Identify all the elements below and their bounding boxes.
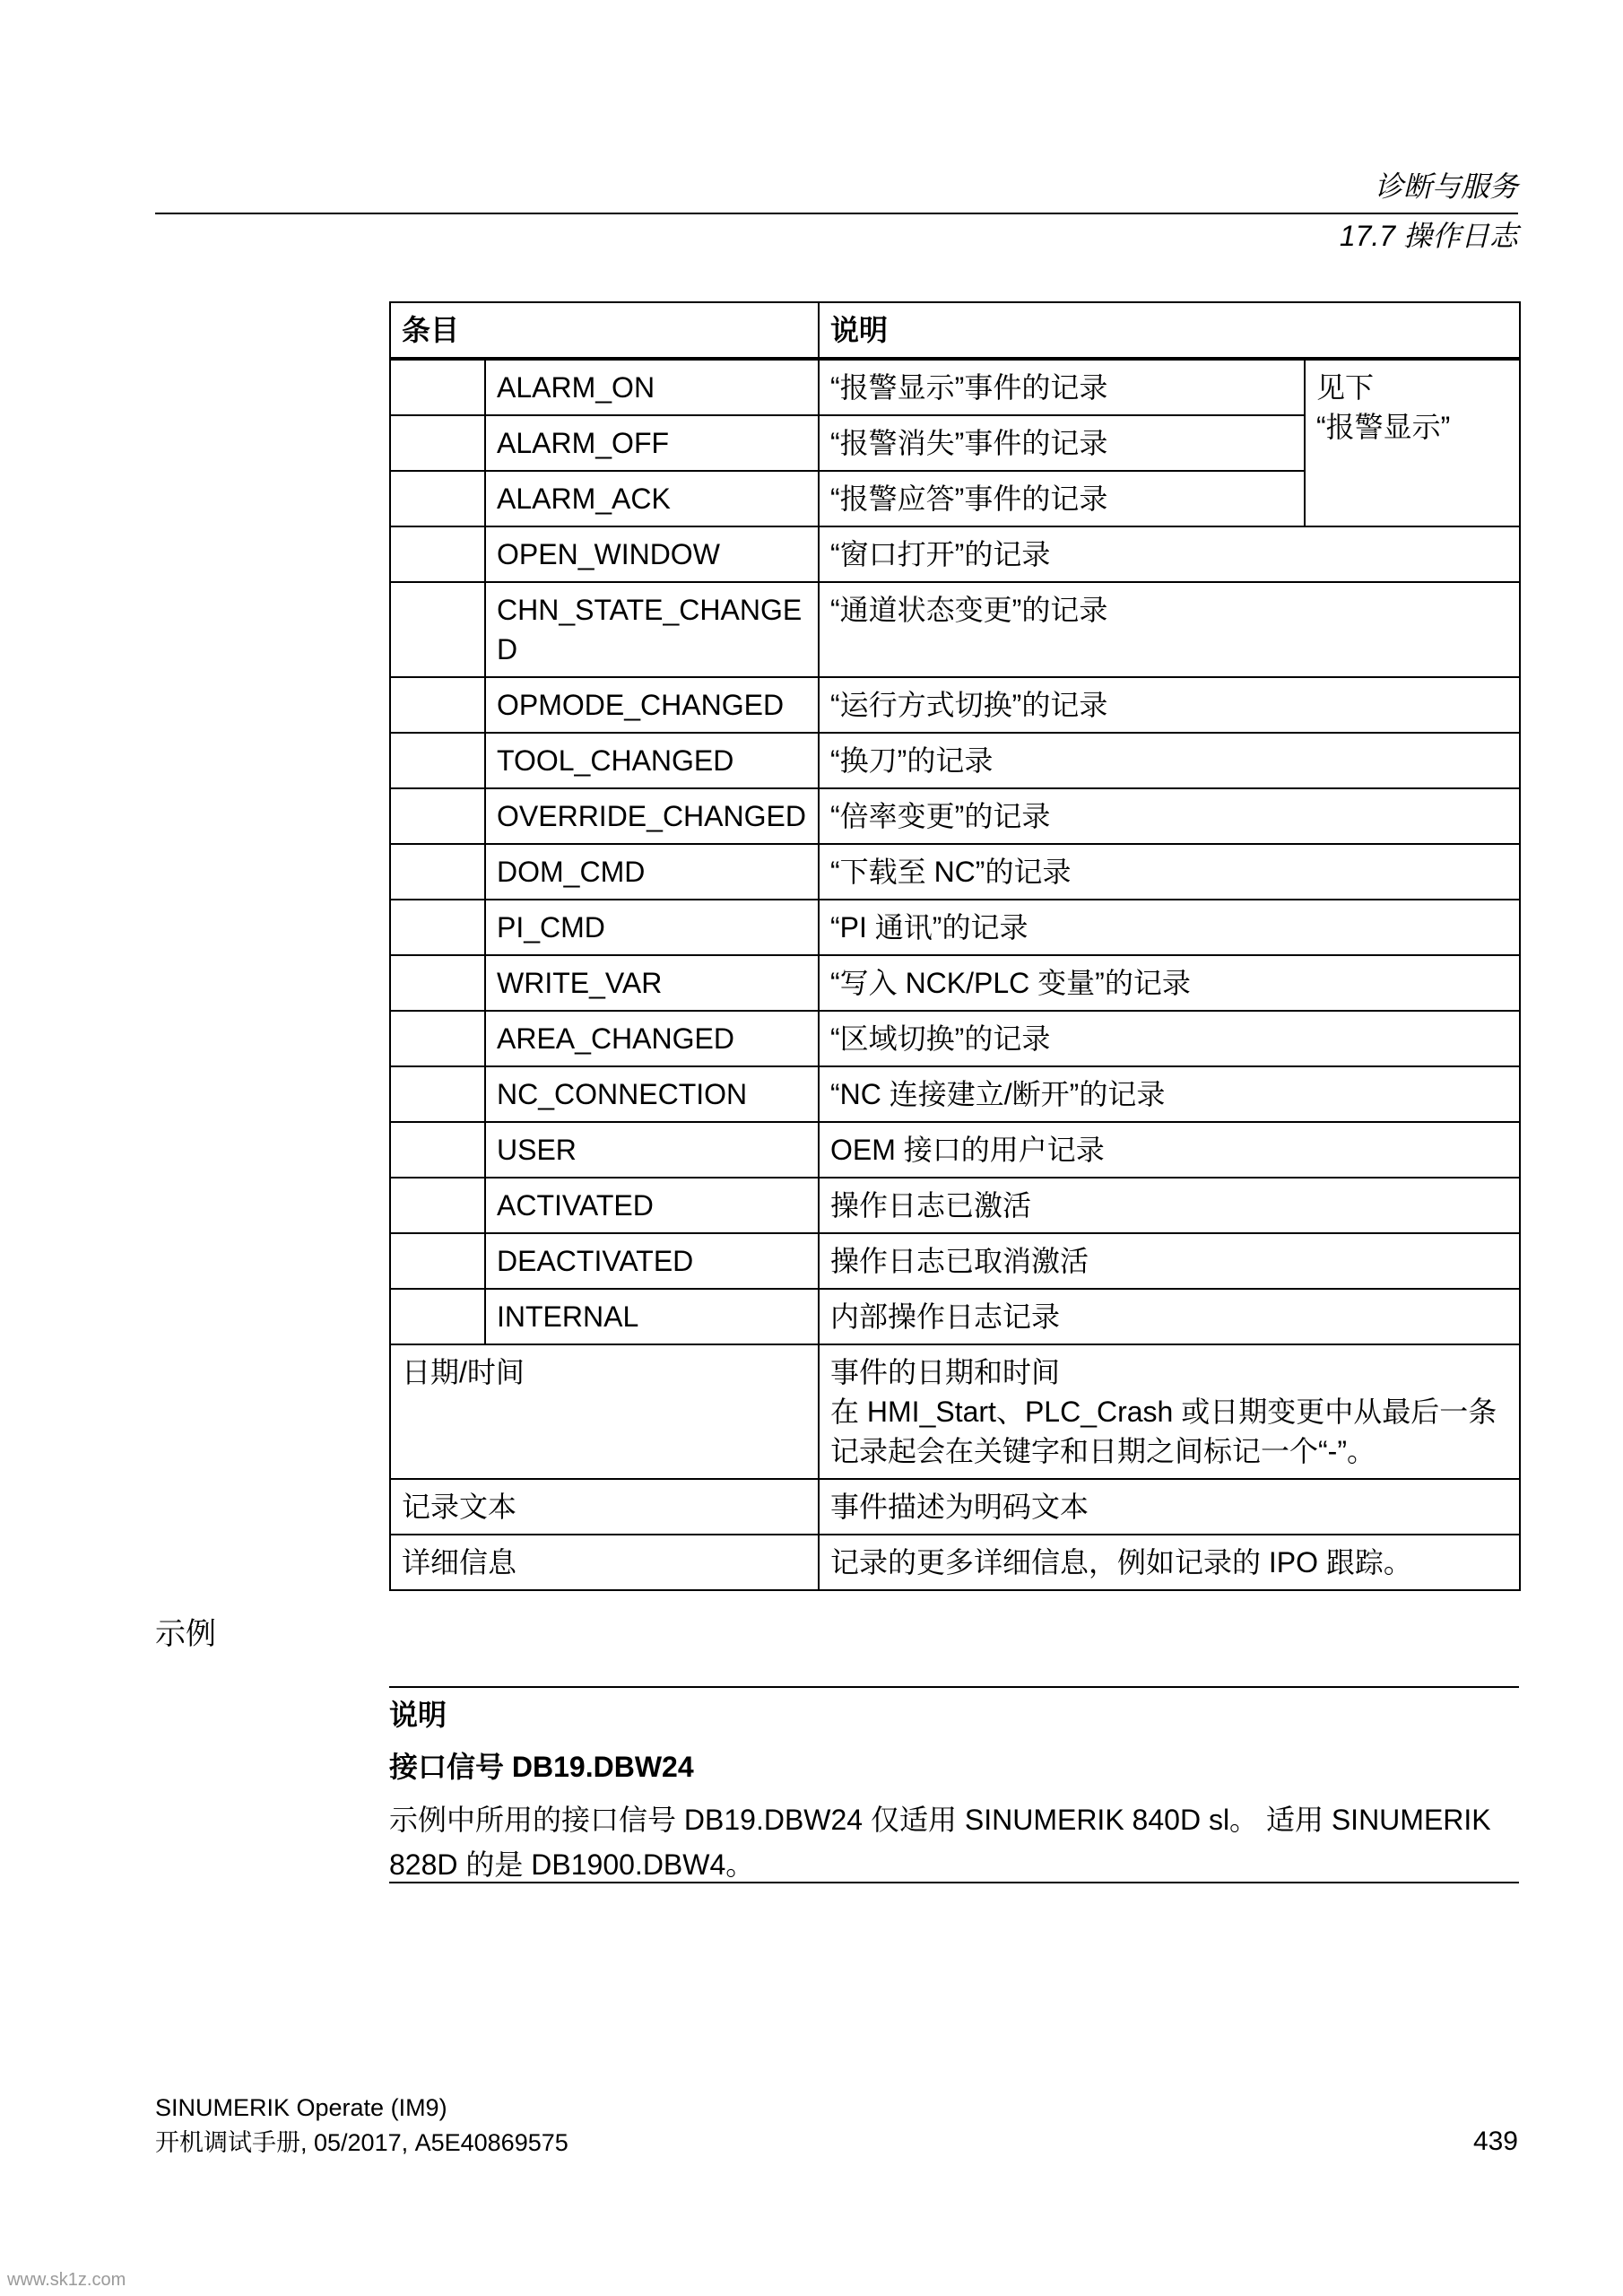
entry-key: WRITE_VAR	[485, 955, 819, 1011]
table-row	[390, 788, 1520, 844]
table-row	[390, 733, 1520, 788]
entry-key: ALARM_OFF	[485, 415, 819, 471]
table-row	[390, 900, 1520, 955]
indent-cell	[390, 955, 485, 1011]
table-row	[390, 677, 1520, 733]
table-header-row	[390, 302, 1520, 359]
indent-cell	[390, 844, 485, 900]
note-top-rule	[389, 1686, 1519, 1688]
entry-description: OEM 接口的用户记录	[819, 1122, 1520, 1178]
note-bottom-rule	[389, 1882, 1519, 1883]
entry-key: USER	[485, 1122, 819, 1178]
footer-manual-info: 开机调试手册, 05/2017, A5E40869575	[155, 2129, 568, 2156]
field-label: 日期/时间	[390, 1344, 819, 1479]
indent-cell	[390, 1122, 485, 1178]
see-below-note: 见下 “报警显示”	[1305, 359, 1520, 526]
entry-description: “报警应答”事件的记录	[819, 471, 1305, 526]
entry-description: “写入 NCK/PLC 变量”的记录	[819, 955, 1520, 1011]
table-row	[390, 1289, 1520, 1344]
entry-description: “报警消失”事件的记录	[819, 415, 1305, 471]
table-row	[390, 1066, 1520, 1122]
field-label: 记录文本	[390, 1479, 819, 1535]
indent-cell	[390, 1178, 485, 1233]
indent-cell	[390, 900, 485, 955]
table-row	[390, 844, 1520, 900]
entry-key: OPMODE_CHANGED	[485, 677, 819, 733]
table-row	[390, 1344, 1520, 1479]
entry-description: “报警显示”事件的记录	[819, 359, 1305, 415]
header-rule	[155, 213, 1518, 214]
entry-key: TOOL_CHANGED	[485, 733, 819, 788]
indent-cell	[390, 677, 485, 733]
entry-key: OPEN_WINDOW	[485, 526, 819, 582]
entry-description: “区域切换”的记录	[819, 1011, 1520, 1066]
footer-product: SINUMERIK Operate (IM9)	[155, 2094, 447, 2121]
table-row	[390, 1479, 1520, 1535]
entry-key: CHN_STATE_CHANGE D	[485, 582, 819, 677]
entry-key: AREA_CHANGED	[485, 1011, 819, 1066]
table-row	[390, 582, 1520, 677]
table-row	[390, 1233, 1520, 1289]
field-description: 记录的更多详细信息，例如记录的 IPO 跟踪。	[819, 1535, 1520, 1590]
field-label: 详细信息	[390, 1535, 819, 1590]
indent-cell	[390, 415, 485, 471]
example-heading: 示例	[155, 1617, 216, 1651]
page-number: 439	[1472, 2126, 1518, 2156]
watermark: www.sk1z.com	[7, 2270, 126, 2290]
entry-key: PI_CMD	[485, 900, 819, 955]
note-label: 说明	[389, 1699, 447, 1731]
indent-cell	[390, 733, 485, 788]
indent-cell	[390, 526, 485, 582]
field-description: 事件描述为明码文本	[819, 1479, 1520, 1535]
entry-description: “运行方式切换”的记录	[819, 677, 1520, 733]
indent-cell	[390, 1066, 485, 1122]
table-row	[390, 359, 1520, 415]
entry-key: DOM_CMD	[485, 844, 819, 900]
entry-description: 操作日志已激活	[819, 1178, 1520, 1233]
entry-key: INTERNAL	[485, 1289, 819, 1344]
table-row	[390, 955, 1520, 1011]
entry-description: “倍率变更”的记录	[819, 788, 1520, 844]
action-log-table	[389, 301, 1521, 1591]
indent-cell	[390, 582, 485, 677]
indent-cell	[390, 1289, 485, 1344]
entry-description: “窗口打开”的记录	[819, 526, 1520, 582]
running-header-section: 17.7 操作日志	[1339, 220, 1518, 252]
entry-key: ALARM_ON	[485, 359, 819, 415]
table-row	[390, 1178, 1520, 1233]
table-row	[390, 526, 1520, 582]
entry-description: “换刀”的记录	[819, 733, 1520, 788]
entry-key: ACTIVATED	[485, 1178, 819, 1233]
note-heading: 接口信号 DB19.DBW24	[389, 1751, 694, 1783]
running-header-chapter: 诊断与服务	[1374, 170, 1518, 203]
header-entry: 条目	[390, 302, 819, 359]
table-row	[390, 1122, 1520, 1178]
entry-key: NC_CONNECTION	[485, 1066, 819, 1122]
indent-cell	[390, 1233, 485, 1289]
entry-description: “PI 通讯”的记录	[819, 900, 1520, 955]
entry-description: 操作日志已取消激活	[819, 1233, 1520, 1289]
entry-description: “下载至 NC”的记录	[819, 844, 1520, 900]
field-description: 事件的日期和时间 在 HMI_Start、PLC_Crash 或日期变更中从最后一条记录起会在关键字和日期之间标记一个“-”。	[819, 1344, 1520, 1479]
indent-cell	[390, 471, 485, 526]
entry-description: “NC 连接建立/断开”的记录	[819, 1066, 1520, 1122]
entry-description: “通道状态变更”的记录	[819, 582, 1520, 677]
entry-key: ALARM_ACK	[485, 471, 819, 526]
note-body: 示例中所用的接口信号 DB19.DBW24 仅适用 SINUMERIK 840D sl。 适用 SINUMERIK 828D 的是 DB1900.DBW4。	[389, 1804, 1491, 1881]
table-row	[390, 1011, 1520, 1066]
header-description: 说明	[819, 302, 1520, 359]
entry-description: 内部操作日志记录	[819, 1289, 1520, 1344]
entry-key: OVERRIDE_CHANGED	[485, 788, 819, 844]
indent-cell	[390, 359, 485, 415]
table-row	[390, 1535, 1520, 1590]
entry-key: DEACTIVATED	[485, 1233, 819, 1289]
indent-cell	[390, 1011, 485, 1066]
indent-cell	[390, 788, 485, 844]
